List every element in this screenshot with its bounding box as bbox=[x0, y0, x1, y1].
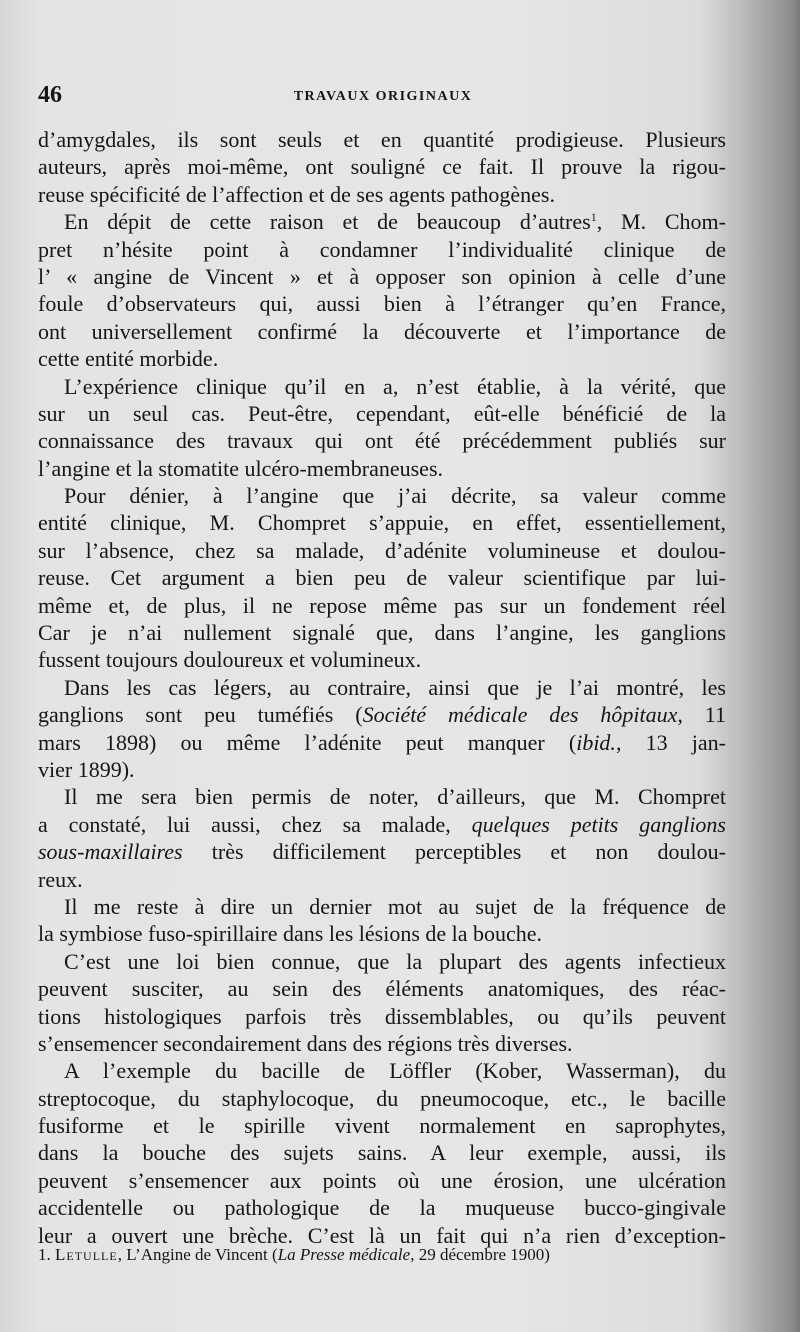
footnote-author: Letulle bbox=[55, 1245, 118, 1264]
text-line: reuse spécificité de l’affection et de ses agents pathogènes. bbox=[38, 181, 555, 207]
text-line: d’amygdales, ils sont seuls et en quantité prodigieuse. Plusieurs bbox=[38, 127, 726, 152]
text-segment: , 11 bbox=[677, 702, 726, 728]
text-line: leur a ouvert une brèche. C’est là un fait qui n’a rien d’exception- bbox=[38, 1222, 726, 1248]
text-line bbox=[38, 208, 726, 235]
text-line: L’expérience clinique qu’il en a, n’est établie, à la vérité, que bbox=[64, 373, 726, 399]
footnote bbox=[38, 1244, 726, 1266]
text-line: la symbiose fuso-spirillaire dans les lésions de la bouche. bbox=[38, 921, 543, 947]
text-line: vier 1899). bbox=[38, 756, 135, 782]
text-line: Il me sera bien permis de noter, d’ailleurs, que M. Chompret bbox=[64, 784, 726, 810]
text-line: peuvent s’ensemencer aux points où une érosion, une ulcération bbox=[38, 1167, 726, 1193]
page-number: 46 bbox=[38, 82, 62, 108]
text-line: pret n’hésite point à condamner l’individualité clinique de bbox=[38, 236, 726, 262]
italic-segment: ibid. bbox=[576, 729, 616, 755]
text-line bbox=[38, 701, 726, 728]
footnote-text-after: , 29 décembre 1900) bbox=[410, 1245, 550, 1264]
text-line: A l’exemple du bacille de Löffler (Kober, Wasserman), du bbox=[64, 1058, 726, 1084]
text-segment: , 13 jan- bbox=[615, 729, 726, 755]
text-line: peuvent susciter, au sein des éléments anatomiques, des réac- bbox=[38, 976, 726, 1002]
text-line: C’est une loi bien connue, que la plupart des agents infectieux bbox=[64, 948, 726, 974]
text-line: cette entité morbide. bbox=[38, 346, 219, 372]
text-segment: mars 1898) ou même l’adénite peut manquer ( bbox=[38, 729, 577, 755]
text-segment: , M. Chom- bbox=[596, 209, 726, 235]
text-line: ont universellement confirmé la découverte et l’importance de bbox=[38, 318, 726, 344]
text-line: auteurs, après moi-même, ont souligné ce fait. Il prouve la rigou- bbox=[38, 154, 726, 180]
footnote-journal: La Presse médicale bbox=[277, 1245, 411, 1264]
text-line: reux. bbox=[38, 866, 83, 892]
footnote-text-before: , L’Angine de Vincent ( bbox=[117, 1245, 278, 1264]
text-line: dans la bouche des sujets sains. A leur exemple, aussi, ils bbox=[38, 1140, 726, 1166]
text-line: Il me reste à dire un dernier mot au sujet de la fréquence de bbox=[64, 893, 726, 919]
italic-segment: quelques petits ganglions bbox=[471, 811, 726, 837]
text-line: sur l’absence, chez sa malade, d’adénite volumineuse et doulou- bbox=[38, 537, 726, 563]
body-text bbox=[38, 126, 726, 1249]
running-title: TRAVAUX ORIGINAUX bbox=[293, 89, 473, 104]
text-segment: très difficilement perceptibles et non doulou- bbox=[182, 839, 726, 865]
italic-segment: Société médicale des hôpitaux bbox=[362, 702, 678, 728]
text-segment: a constaté, lui aussi, chez sa malade, bbox=[38, 811, 472, 837]
text-line: l’angine et la stomatite ulcéro-membraneuses. bbox=[38, 455, 444, 481]
text-line: Dans les cas légers, au contraire, ainsi que je l’ai montré, les bbox=[64, 674, 726, 700]
text-segment: En dépit de cette raison et de beaucoup d’autres bbox=[64, 209, 591, 235]
text-line: entité clinique, M. Chompret s’appuie, en effet, essentiellement, bbox=[38, 510, 726, 536]
text-line bbox=[38, 811, 726, 838]
text-line bbox=[38, 729, 726, 756]
italic-segment: sous-maxillaires bbox=[38, 839, 183, 865]
footnote-marker: 1 bbox=[590, 210, 597, 225]
text-line: sur un seul cas. Peut-être, cependant, eût-elle bénéficié de la bbox=[38, 400, 726, 426]
text-segment: ganglions sont peu tuméfiés ( bbox=[38, 702, 363, 728]
footnote-number: 1. bbox=[38, 1245, 51, 1264]
text-line: foule d’observateurs qui, aussi bien à l’étranger qu’en France, bbox=[38, 291, 726, 317]
text-line: l’ « angine de Vincent » et à opposer son opinion à celle d’une bbox=[38, 263, 726, 289]
text-line: fussent toujours douloureux et volumineux. bbox=[38, 647, 422, 673]
text-line: même et, de plus, il ne repose même pas sur un fondement réel bbox=[38, 592, 726, 618]
text-line: tions histologiques parfois très dissemblables, ou qu’ils peuvent bbox=[38, 1003, 726, 1029]
text-line: streptocoque, du staphylocoque, du pneumocoque, etc., le bacille bbox=[38, 1085, 726, 1111]
text-line bbox=[38, 838, 726, 865]
text-line: s’ensemencer secondairement dans des régions très diverses. bbox=[38, 1030, 573, 1056]
text-line: connaissance des travaux qui ont été précédemment publiés sur bbox=[38, 428, 726, 454]
text-line: Car je n’ai nullement signalé que, dans l’angine, les ganglions bbox=[38, 620, 726, 646]
text-line: reuse. Cet argument a bien peu de valeur scientifique par lui- bbox=[38, 565, 726, 591]
text-line: accidentelle ou pathologique de la muqueuse bucco-gingivale bbox=[38, 1195, 726, 1221]
text-line: fusiforme et le spirille vivent normalement en saprophytes, bbox=[38, 1113, 726, 1139]
page-header bbox=[38, 82, 728, 112]
text-line: Pour dénier, à l’angine que j’ai décrite, sa valeur comme bbox=[64, 483, 726, 509]
